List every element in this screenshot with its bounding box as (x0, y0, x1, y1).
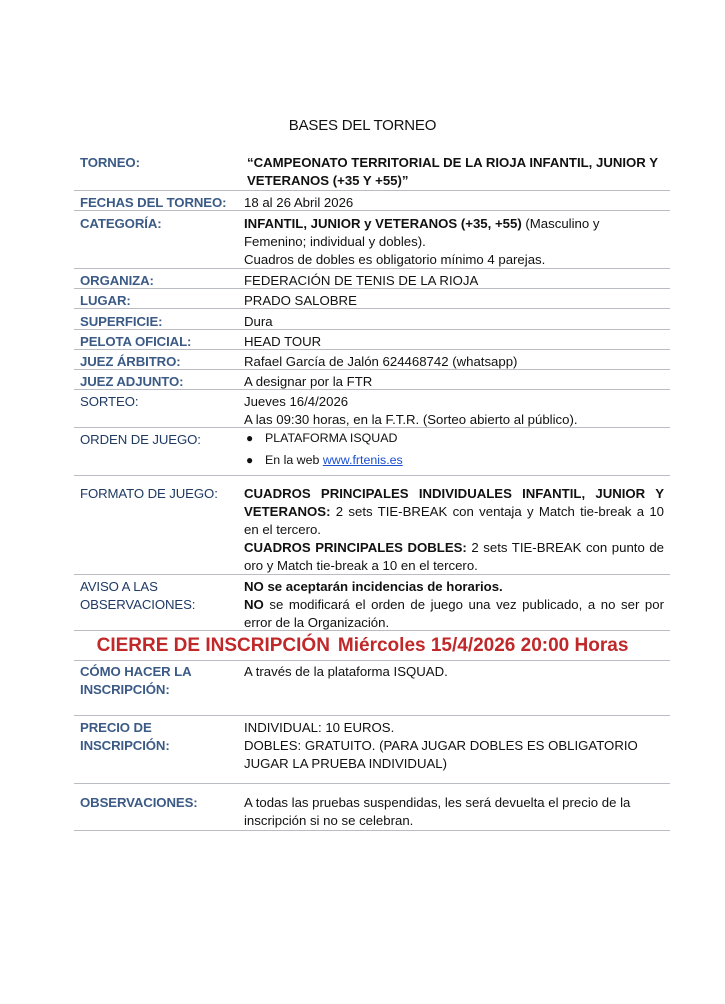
row-categoria (74, 213, 670, 269)
label-precio-line1: PRECIO DE (80, 720, 152, 735)
label-categoria: CATEGORÍA: (80, 216, 162, 231)
label-como-line1: CÓMO HACER LA (80, 664, 192, 679)
formato-p2-rest: 2 sets TIE-BREAK con punto de oro y Match tie-break a 10 en el tercero. (244, 540, 665, 573)
precio-line1: INDIVIDUAL: 10 EUROS. (244, 720, 395, 735)
value-precio (244, 719, 664, 773)
row-superficie (74, 311, 670, 330)
label-organiza: ORGANIZA: (80, 273, 154, 288)
row-como (74, 660, 670, 716)
row-formato (74, 483, 670, 575)
value-como: A través de la plataforma ISQUAD. (244, 664, 448, 679)
label-aviso-line2: OBSERVACIONES: (80, 597, 196, 612)
row-torneo (74, 152, 670, 191)
row-juez-adjunto (74, 371, 670, 390)
row-observaciones (74, 792, 670, 831)
value-formato (244, 485, 664, 575)
categoria-line2: Cuadros de dobles es obligatorio mínimo 4 parejas. (244, 252, 546, 267)
orden-item-web-prefix: En la web (265, 453, 323, 467)
value-juez-arbitro: Rafael García de Jalón 624468742 (whatsapp) (244, 354, 518, 369)
label-lugar: LUGAR: (80, 293, 131, 308)
list-item (246, 449, 666, 471)
row-precio (74, 717, 670, 784)
row-pelota (74, 331, 670, 350)
label-orden: ORDEN DE JUEGO: (80, 432, 201, 447)
cierre-part2: Miércoles 15/4/2026 20:00 Horas (337, 635, 629, 656)
label-pelota: PELOTA OFICIAL: (80, 334, 192, 349)
document-title: BASES DEL TORNEO (288, 117, 437, 134)
formato-p1-rest: 2 sets TIE-BREAK con ventaja y Match tie-break a 10 en el tercero. (244, 504, 664, 537)
bullet-icon: ● (246, 431, 254, 445)
label-aviso (80, 578, 195, 614)
row-sorteo (74, 391, 670, 428)
value-observaciones: A todas las pruebas suspendidas, les será devuelta el precio de la inscripción si no se celebran. (244, 795, 631, 828)
value-sorteo (244, 393, 664, 429)
value-organiza: FEDERACIÓN DE TENIS DE LA RIOJA (244, 273, 479, 288)
value-torneo: “CAMPEONATO TERRITORIAL DE LA RIOJA INFANTIL, JUNIOR Y VETERANOS (+35 Y +55)” (247, 155, 658, 188)
value-aviso (244, 578, 664, 632)
label-superficie: SUPERFICIE: (80, 314, 163, 329)
cierre-part1: CIERRE DE INSCRIPCIÓN (96, 635, 330, 656)
aviso-line1: NO se aceptarán incidencias de horarios. (244, 579, 503, 594)
value-fechas: 18 al 26 Abril 2026 (244, 195, 354, 210)
label-precio (80, 719, 170, 755)
label-formato: FORMATO DE JUEGO: (80, 486, 218, 501)
list-item (246, 427, 666, 449)
label-aviso-line1: AVISO A LAS (80, 579, 158, 594)
sorteo-line1: Jueves 16/4/2026 (244, 394, 349, 409)
value-orden (246, 427, 666, 471)
value-juez-adjunto: A designar por la FTR (244, 374, 373, 389)
row-orden (74, 429, 670, 476)
categoria-rest: (Masculino y Femenino; individual y dobles). (244, 216, 600, 249)
label-observaciones: OBSERVACIONES: (80, 795, 198, 810)
label-sorteo: SORTEO: (80, 394, 139, 409)
row-organiza (74, 270, 670, 289)
label-como-line2: INSCRIPCIÓN: (80, 682, 170, 697)
row-lugar (74, 290, 670, 309)
value-categoria (244, 215, 664, 269)
precio-line2: DOBLES: GRATUITO. (PARA JUGAR DOBLES ES OBLIGATORIO JUGAR LA PRUEBA INDIVIDUAL) (244, 738, 638, 771)
row-juez-arbitro (74, 351, 670, 370)
label-precio-line2: INSCRIPCIÓN: (80, 738, 170, 753)
label-fechas: FECHAS DEL TORNEO: (80, 195, 227, 210)
aviso-line2-rest: se modificará el orden de juego una vez publicado, a no ser por error de la Organización. (244, 597, 664, 630)
formato-p1-bold: CUADROS PRINCIPALES INDIVIDUALES INFANTIL, JUNIOR Y VETERANOS: (244, 486, 664, 519)
frtenis-link[interactable]: www.frtenis.es (322, 453, 403, 467)
value-pelota: HEAD TOUR (244, 334, 322, 349)
value-lugar: PRADO SALOBRE (244, 293, 357, 308)
formato-p2-bold: CUADROS PRINCIPALES DOBLES: (244, 540, 467, 555)
aviso-line2-bold: NO (244, 597, 264, 612)
label-como (80, 663, 192, 699)
label-torneo: TORNEO: (80, 155, 140, 170)
value-superficie: Dura (244, 314, 273, 329)
categoria-bold: INFANTIL, JUNIOR y VETERANOS (+35, +55) (244, 216, 522, 231)
row-aviso (74, 576, 670, 631)
label-juez-adjunto: JUEZ ADJUNTO: (80, 374, 184, 389)
cierre-inscripcion-banner (0, 635, 725, 657)
label-juez-arbitro: JUEZ ÁRBITRO: (80, 354, 181, 369)
sorteo-line2: A las 09:30 horas, en la F.T.R. (Sorteo abierto al público). (244, 412, 578, 427)
bullet-icon: ● (246, 453, 254, 467)
orden-item-isquad: PLATAFORMA ISQUAD (265, 431, 398, 445)
row-fechas (74, 192, 670, 211)
